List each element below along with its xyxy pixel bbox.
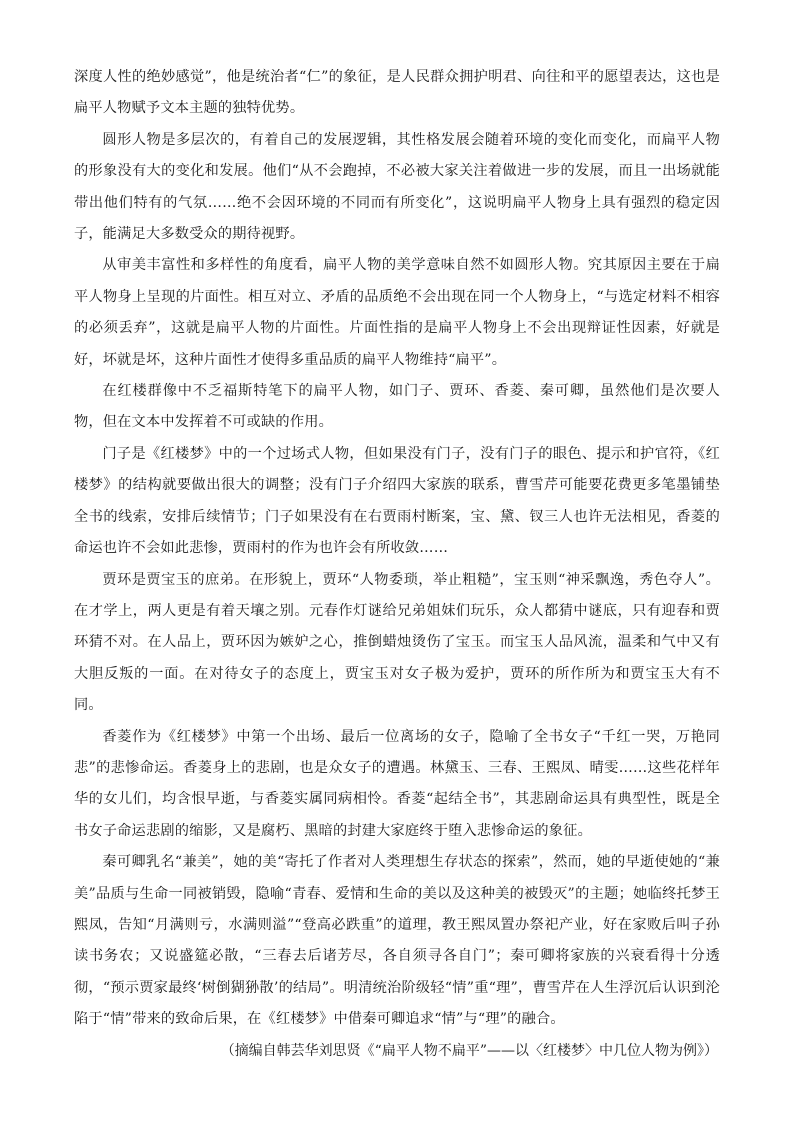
paragraph-3: 从审美丰富性和多样性的角度看，扁平人物的美学意味自然不如圆形人物。究其原因主要在于扁平人物身上呈现的片面性。相互对立、矛盾的品质绝不会出现在同一个人物身上，“与选定材料不相容的必须丢弃”，这就是扁平人物的片面性。片面性指的是扁平人物身上不会出现辩证性因素，好就是好，坏就是坏，这种片面性才使得多重品质的扁平人物维持“扁平”。 bbox=[74, 257, 720, 368]
paragraph-1: 深度人性的绝妙感觉”，他是统治者“仁”的象征，是人民群众拥护明君、向往和平的愿望表达，这也是扁平人物赋予文本主题的独特优势。 bbox=[74, 69, 720, 117]
paragraph-4: 在红楼群像中不乏福斯特笔下的扁平人物，如门子、贾环、香菱、秦可卿，虽然他们是次要人物，但在文本中发挥着不可或缺的作用。 bbox=[74, 383, 720, 431]
paragraph-5: 门子是《红楼梦》中的一个过场式人物，但如果没有门子，没有门子的眼色、提示和护官符，《红楼梦》的结构就要做出很大的调整；没有门子介绍四大家族的联系，曹雪芹可能要花费更多笔墨铺垫全书的线索，安排后续情节；门子如果没有在右贾雨村断案，宝、黛、钗三人也许无法相见，香菱的命运也许不会如此悲惨，贾雨村的作为也许会有所收敛…… bbox=[74, 445, 720, 557]
paragraph-2: 圆形人物是多层次的，有着自己的发展逻辑，其性格发展会随着环境的变化而变化，而扁平人物的形象没有大的变化和发展。他们“从不会跑掉，不必被大家关注着做进一步的发展，而且一出场就能带出他们特有的气氛……绝不会因环境的不同而有所变化”，这说明扁平人物身上具有强烈的稳定因子，能满足大多数受众的期待视野。 bbox=[74, 131, 720, 243]
paragraph-6: 贾环是贾宝玉的庶弟。在形貌上，贾环“人物委琐，举止粗糙”，宝玉则“神采飘逸，秀色夺人”。在才学上，两人更是有着天壤之别。元春作灯谜给兄弟姐妹们玩乐，众人都猜中谜底，只有迎春和贾环猜不对。在人品上，贾环因为嫉妒之心，推倒蜡烛烫伤了宝玉。而宝玉人品风流，温柔和气中又有大胆反叛的一面。在对待女子的态度上，贾宝玉对女子极为爱护，贾环的所作所为和贾宝玉大有不同。 bbox=[74, 571, 720, 714]
paragraph-7: 香菱作为《红楼梦》中第一个出场、最后一位离场的女子，隐喻了全书女子“千红一哭，万艳同悲”的悲惨命运。香菱身上的悲剧，也是众女子的遭遇。林黛玉、三春、王熙凤、晴雯……这些花样年华的女儿们，均含恨早逝，与香菱实属同病相怜。香菱“起结全书”，其悲剧命运具有典型性，既是全书女子命运悲剧的缩影，又是腐朽、黑暗的封建大家庭终于堕入悲惨命运的象征。 bbox=[74, 728, 720, 839]
source-citation: （摘编自韩芸华刘思贤《“扁平人物不扁平”——以〈红楼梦〉中几位人物为例》） bbox=[220, 1042, 718, 1059]
paragraph-8: 秦可卿乳名“兼美”，她的美“寄托了作者对人类理想生存状态的探索”，然而，她的早逝使她的“兼美”品质与生命一同被销毁，隐喻“青春、爱情和生命的美以及这种美的被毁灭”的主题；她临终托梦王熙凤，告知“月满则亏，水满则溢”“登高必跌重”的道理，教王熙凤置办祭祀产业，好在家败后叫子孙读书务农；又说盛筵必散，“三春去后诸芳尽，各自须寻各自门”；秦可卿将家族的兴衰看得十分透彻，“预示贾家最终‘树倒猢狲散’的结局”。明清统治阶级轻“情”重“理”，曹雪芹在人生浮沉后认识到沦陷于“情”带来的致命后果，在《红楼梦》中借秦可卿追求“情”与“理”的融合。 bbox=[74, 854, 720, 1028]
